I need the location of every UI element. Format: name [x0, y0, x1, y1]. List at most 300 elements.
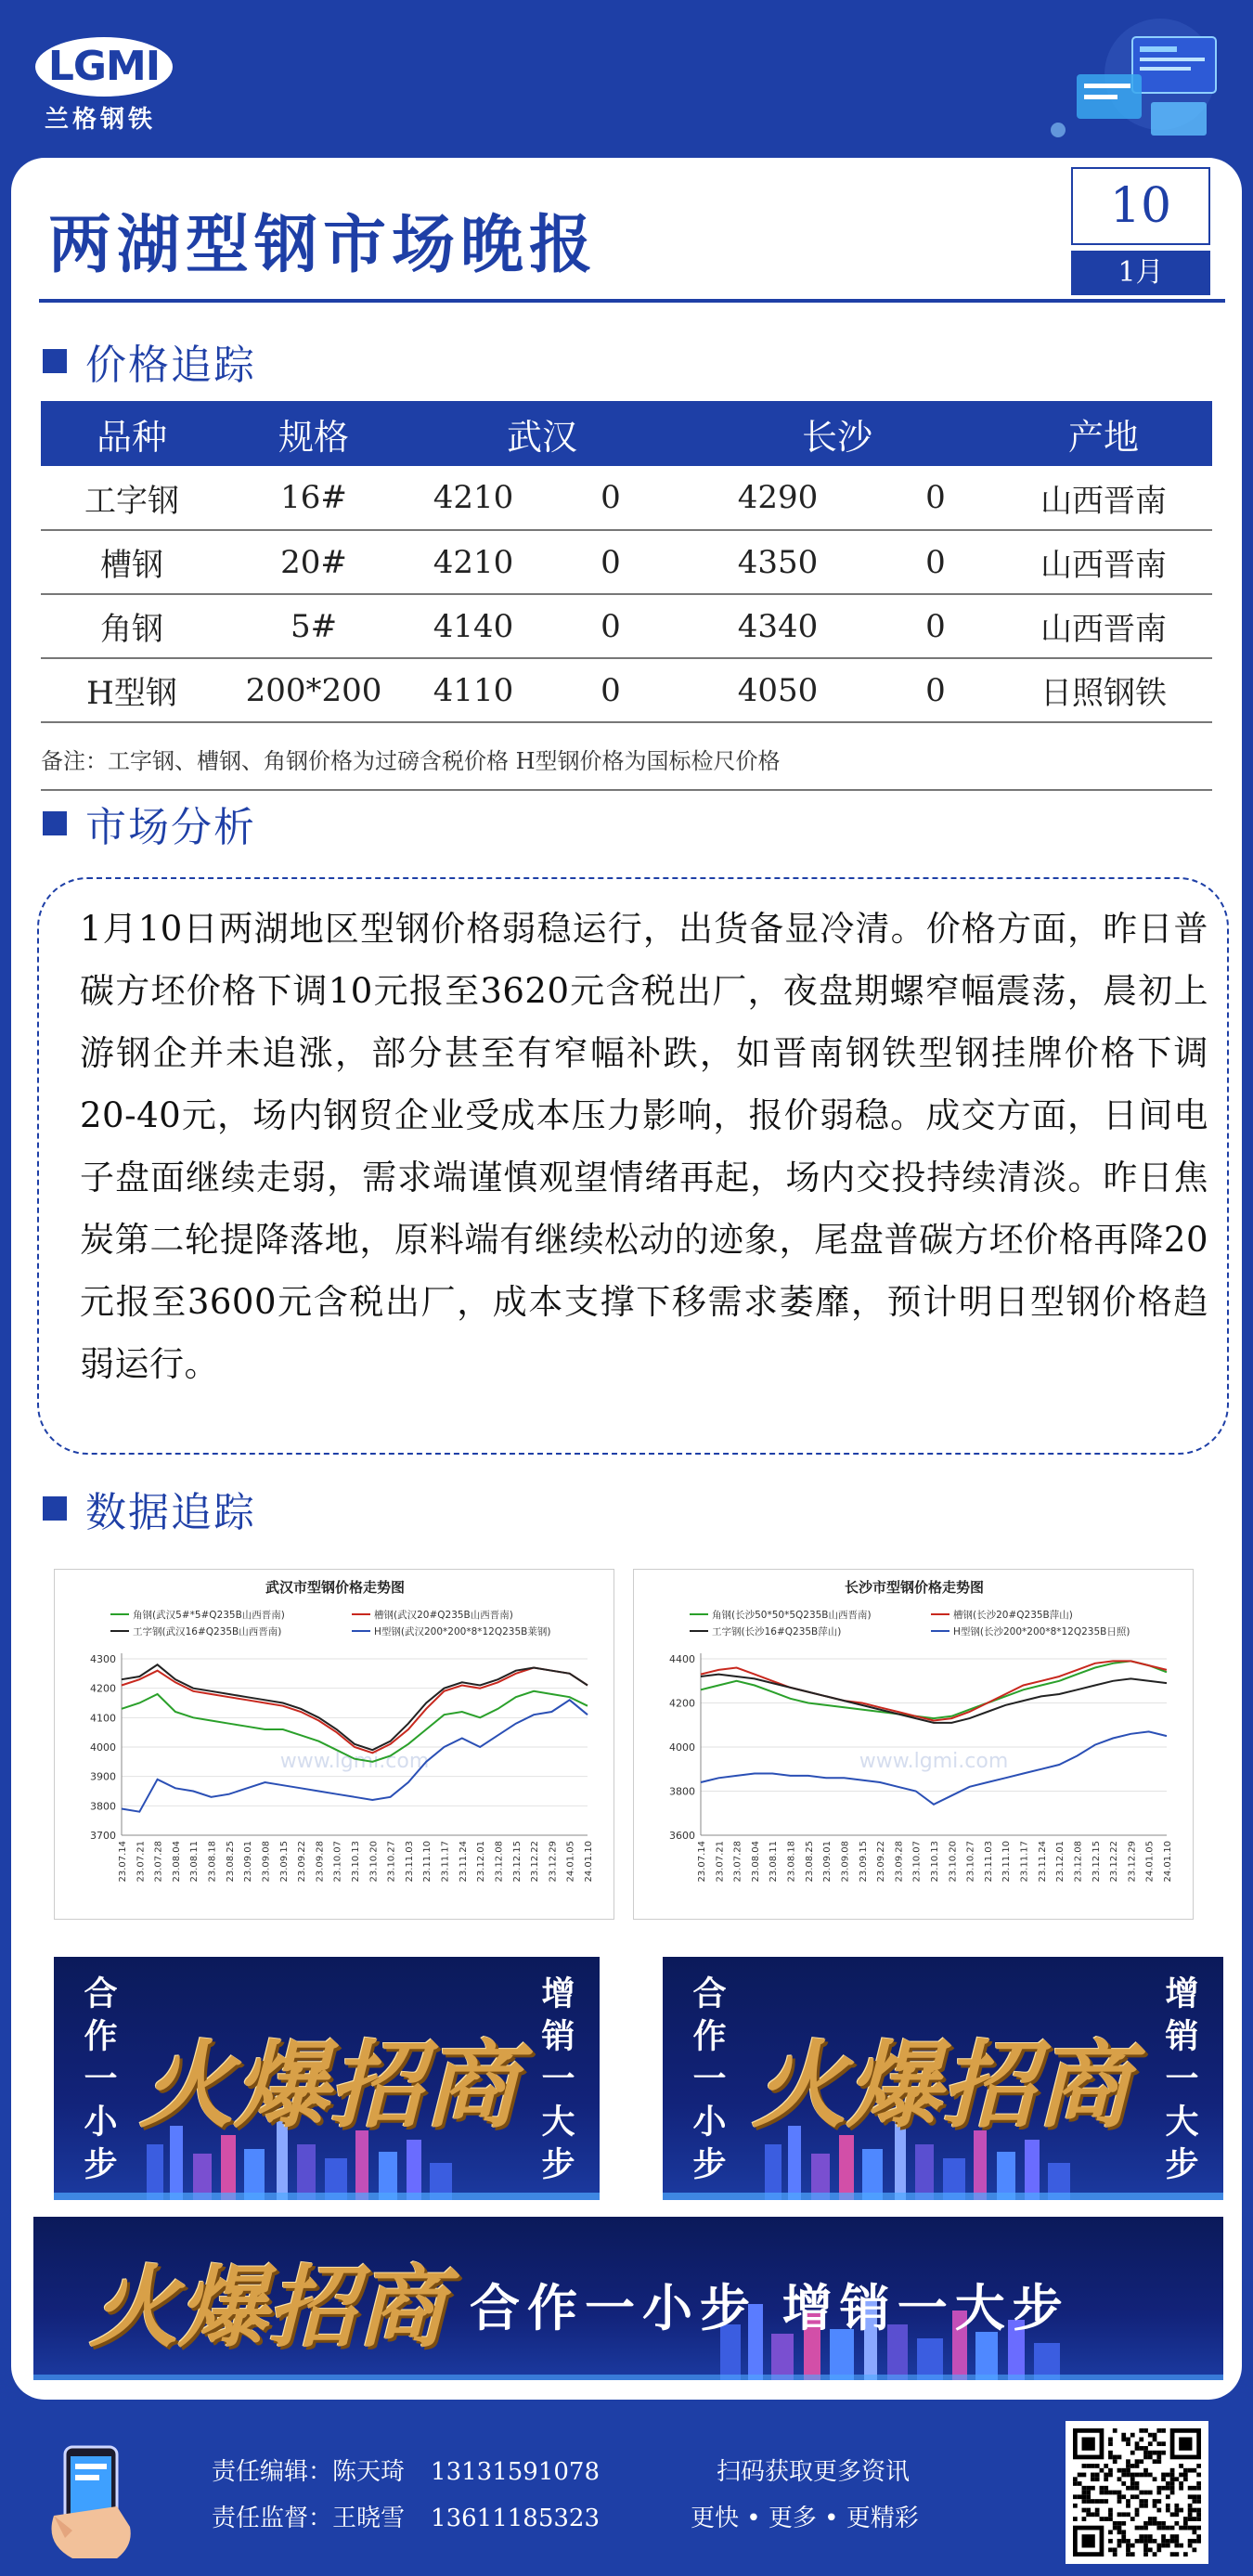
qr-module — [1113, 2455, 1117, 2460]
y-tick-label: 3600 — [669, 1830, 695, 1842]
qr-module — [1161, 2477, 1166, 2481]
cell-wuhan-price: 4210 — [405, 466, 542, 530]
x-tick-label: 23.09.15 — [858, 1841, 869, 1883]
x-tick-label: 23.10.27 — [386, 1841, 397, 1883]
qr-module — [1104, 2499, 1108, 2504]
table-row — [41, 530, 1212, 594]
tech-decoration-icon — [1021, 9, 1234, 158]
qr-module — [1143, 2544, 1148, 2548]
qr-module — [1143, 2468, 1148, 2473]
chart-watermark: www.lgmi.com — [859, 1750, 1009, 1773]
qr-module — [1139, 2491, 1143, 2495]
qr-module — [1161, 2473, 1166, 2478]
qr-module — [1091, 2477, 1095, 2481]
x-tick-label: 23.11.24 — [458, 1841, 469, 1883]
x-tick-label: 23.09.01 — [822, 1841, 833, 1883]
series-line — [122, 1668, 588, 1754]
cell-wuhan-price: 4140 — [405, 594, 542, 658]
qr-module — [1082, 2499, 1087, 2504]
qr-module — [1117, 2468, 1122, 2473]
x-tick-label: 23.11.17 — [440, 1841, 451, 1883]
qr-module — [1130, 2552, 1135, 2557]
qr-module — [1174, 2504, 1179, 2508]
legend-entry: H型钢(武汉200*200*8*12Q235B莱钢) — [374, 1626, 551, 1638]
x-tick-label: 23.10.20 — [948, 1841, 959, 1883]
qr-module — [1121, 2494, 1126, 2499]
qr-module — [1104, 2464, 1108, 2468]
analysis-section-title: 市场分析 — [85, 804, 256, 851]
square-bullet-icon — [43, 811, 67, 835]
cell-wuhan-change: 0 — [542, 466, 679, 530]
qr-module — [1183, 2517, 1188, 2521]
x-tick-label: 23.09.22 — [297, 1841, 308, 1883]
logo-text: LGMI — [47, 43, 161, 90]
qr-module — [1121, 2433, 1126, 2438]
qr-module — [1166, 2508, 1170, 2513]
qr-module — [1078, 2494, 1082, 2499]
supervisor-label: 责任监督： — [212, 2505, 333, 2532]
qr-module — [1135, 2459, 1140, 2464]
table-row — [41, 658, 1212, 722]
banner-right-side-text: 增销一大步 — [1160, 1975, 1198, 2189]
qr-module — [1108, 2508, 1113, 2513]
cell-spec: 16# — [223, 466, 405, 530]
qr-module — [1148, 2473, 1153, 2478]
analysis-box — [37, 877, 1229, 1455]
cell-origin: 山西晋南 — [995, 466, 1212, 530]
qr-module — [1130, 2517, 1135, 2521]
qr-module — [1135, 2486, 1140, 2491]
qr-module — [1153, 2451, 1157, 2455]
qr-module — [1108, 2517, 1113, 2521]
x-tick-label: 24.01.05 — [565, 1841, 576, 1883]
qr-module — [1126, 2441, 1130, 2446]
x-tick-label: 23.08.04 — [171, 1841, 182, 1883]
qr-module — [1170, 2481, 1175, 2486]
x-tick-label: 24.01.05 — [1144, 1841, 1156, 1883]
qr-module — [1148, 2517, 1153, 2521]
header-variety: 品种 — [41, 401, 223, 466]
x-tick-label: 23.12.01 — [476, 1841, 487, 1883]
qr-module — [1108, 2547, 1113, 2552]
qr-module — [1183, 2552, 1188, 2557]
qr-module — [1183, 2526, 1188, 2531]
qr-module — [1126, 2499, 1130, 2504]
qr-module — [1192, 2508, 1196, 2513]
qr-module — [1126, 2512, 1130, 2517]
qr-module — [1073, 2504, 1078, 2508]
qr-module — [1156, 2521, 1161, 2526]
qr-module — [1143, 2491, 1148, 2495]
qr-module — [1196, 2486, 1201, 2491]
lgmi-logo — [35, 28, 174, 134]
qr-module — [1113, 2547, 1117, 2552]
banner-headline: 火爆招商 — [752, 2030, 1130, 2142]
cell-spec: 5# — [223, 594, 405, 658]
editor-label: 责任编辑： — [212, 2458, 333, 2486]
qr-module — [1139, 2438, 1143, 2442]
cell-wuhan-price: 4110 — [405, 658, 542, 722]
qr-module — [1082, 2491, 1087, 2495]
qr-module — [1183, 2521, 1188, 2526]
qr-module — [1174, 2477, 1179, 2481]
qr-module — [1130, 2451, 1135, 2455]
ad-banner-right[interactable] — [663, 1957, 1223, 2200]
qr-module — [1130, 2486, 1135, 2491]
qr-module — [1113, 2428, 1117, 2433]
qr-module — [1130, 2464, 1135, 2468]
x-tick-label: 23.11.17 — [1019, 1841, 1030, 1883]
x-tick-label: 23.07.21 — [715, 1841, 726, 1883]
qr-module — [1161, 2451, 1166, 2455]
qr-module — [1143, 2526, 1148, 2531]
legend-entry: 角钢(武汉5#*5#Q235B山西晋南) — [133, 1610, 285, 1621]
qr-module — [1192, 2539, 1196, 2544]
qr-module — [1156, 2486, 1161, 2491]
x-tick-label: 23.11.24 — [1037, 1841, 1048, 1883]
qr-module — [1091, 2473, 1095, 2478]
qr-module — [1166, 2494, 1170, 2499]
qr-module — [1121, 2539, 1126, 2544]
y-tick-label: 4200 — [669, 1697, 695, 1710]
qr-module — [1086, 2491, 1091, 2495]
square-bullet-icon — [43, 349, 67, 373]
qr-module — [1117, 2491, 1122, 2495]
qr-module — [1161, 2428, 1166, 2433]
x-tick-label: 23.09.28 — [894, 1841, 905, 1883]
phone-in-hand-icon — [45, 2441, 147, 2562]
cell-changsha-price: 4350 — [679, 530, 876, 594]
qr-module — [1153, 2552, 1157, 2557]
qr-module — [1196, 2534, 1201, 2539]
footer — [0, 2404, 1253, 2576]
qr-module — [1121, 2481, 1126, 2486]
cell-wuhan-change: 0 — [542, 658, 679, 722]
y-tick-label: 4000 — [90, 1741, 116, 1754]
qr-module — [1174, 2534, 1179, 2539]
qr-module — [1091, 2464, 1095, 2468]
qr-module — [1196, 2481, 1201, 2486]
table-row — [41, 594, 1212, 658]
qr-module — [1192, 2499, 1196, 2504]
data-section-header — [43, 1483, 256, 1534]
qr-module — [1148, 2455, 1153, 2460]
qr-module — [1170, 2512, 1175, 2517]
cell-variety: 角钢 — [41, 594, 223, 658]
qr-module — [1148, 2547, 1153, 2552]
supervisor-phone: 13611185323 — [431, 2505, 600, 2532]
y-tick-label: 4400 — [669, 1653, 695, 1665]
x-tick-label: 23.10.20 — [368, 1841, 380, 1883]
y-tick-label: 4000 — [669, 1741, 695, 1754]
qr-module — [1161, 2526, 1166, 2531]
price-section-header — [43, 336, 256, 389]
x-tick-label: 23.08.25 — [804, 1841, 815, 1883]
qr-module — [1170, 2539, 1175, 2544]
qr-module — [1174, 2539, 1179, 2544]
qr-module — [1143, 2521, 1148, 2526]
qr-module — [1117, 2499, 1122, 2504]
qr-module — [1100, 2499, 1104, 2504]
qr-module — [1161, 2486, 1166, 2491]
qr-module — [1095, 2499, 1100, 2504]
qr-module — [1126, 2473, 1130, 2478]
qr-module — [1196, 2512, 1201, 2517]
x-tick-label: 23.10.07 — [332, 1841, 343, 1883]
qr-module — [1117, 2494, 1122, 2499]
qr-module — [1073, 2517, 1078, 2521]
ad-banner-wide[interactable] — [33, 2217, 1223, 2380]
banner-headline: 火爆招商 — [139, 2030, 518, 2142]
qr-module — [1170, 2473, 1175, 2478]
qr-module — [1156, 2508, 1161, 2513]
qr-module — [1166, 2544, 1170, 2548]
qr-module — [1156, 2441, 1161, 2446]
qr-module — [1095, 2464, 1100, 2468]
qr-subtitle: 更快 • 更多 • 更精彩 — [691, 2505, 919, 2532]
x-tick-label: 23.08.25 — [225, 1841, 236, 1883]
x-tick-label: 23.11.03 — [983, 1841, 994, 1883]
qr-module — [1156, 2428, 1161, 2433]
qr-module — [1073, 2481, 1078, 2486]
qr-module — [1156, 2459, 1161, 2464]
qr-module — [1174, 2552, 1179, 2557]
x-tick-label: 23.08.18 — [786, 1841, 797, 1883]
banner-left-side-text: 合作一小步 — [79, 1975, 117, 2189]
qr-module — [1135, 2441, 1140, 2446]
qr-module — [1139, 2504, 1143, 2508]
y-tick-label: 4300 — [90, 1653, 116, 1665]
qr-module — [1183, 2477, 1188, 2481]
qr-module — [1108, 2441, 1113, 2446]
qr-module — [1170, 2486, 1175, 2491]
cell-wuhan-price: 4210 — [405, 530, 542, 594]
x-tick-label: 23.12.15 — [511, 1841, 523, 1883]
qr-module — [1086, 2499, 1091, 2504]
cell-changsha-change: 0 — [876, 466, 995, 530]
qr-module — [1078, 2473, 1082, 2478]
qr-module — [1148, 2491, 1153, 2495]
qr-module — [1091, 2512, 1095, 2517]
qr-module — [1086, 2494, 1091, 2499]
banner-slogan: 合作一小步 增销一大步 — [470, 2279, 1070, 2337]
qr-module — [1117, 2477, 1122, 2481]
supervisor-line — [212, 2499, 600, 2533]
x-tick-label: 23.08.11 — [769, 1841, 780, 1883]
x-tick-label: 23.12.01 — [1055, 1841, 1066, 1883]
cell-spec: 200*200 — [223, 658, 405, 722]
x-tick-label: 23.09.28 — [315, 1841, 326, 1883]
qr-code-icon — [1073, 2428, 1201, 2557]
qr-module — [1188, 2494, 1193, 2499]
qr-module — [1108, 2512, 1113, 2517]
qr-module — [1082, 2494, 1087, 2499]
qr-module — [1086, 2486, 1091, 2491]
table-row — [41, 466, 1212, 530]
qr-module — [1135, 2494, 1140, 2499]
qr-module — [1117, 2455, 1122, 2460]
qr-module — [1166, 2481, 1170, 2486]
qr-module — [1170, 2477, 1175, 2481]
qr-module — [1117, 2512, 1122, 2517]
changsha-price-chart — [634, 1570, 1195, 1921]
cell-origin: 山西晋南 — [995, 530, 1212, 594]
qr-module — [1188, 2539, 1193, 2544]
qr-module — [1139, 2534, 1143, 2539]
x-tick-label: 23.11.10 — [422, 1841, 433, 1883]
x-tick-label: 23.09.22 — [876, 1841, 887, 1883]
qr-module — [1113, 2526, 1117, 2531]
qr-module — [1082, 2517, 1087, 2521]
cell-changsha-change: 0 — [876, 594, 995, 658]
qr-module — [1126, 2539, 1130, 2544]
qr-module — [1086, 2508, 1091, 2513]
qr-module — [1104, 2491, 1108, 2495]
legend-entry: 工字钢(长沙16#Q235B萍山) — [712, 1626, 842, 1638]
qr-module — [1196, 2517, 1201, 2521]
qr-module — [1170, 2534, 1175, 2539]
qr-module — [1143, 2539, 1148, 2544]
header-wuhan: 武汉 — [405, 401, 679, 466]
qr-module — [1086, 2512, 1091, 2517]
qr-module — [1091, 2486, 1095, 2491]
y-tick-label: 3700 — [90, 1830, 116, 1842]
header-spec: 规格 — [223, 401, 405, 466]
qr-module — [1166, 2504, 1170, 2508]
qr-module — [1143, 2534, 1148, 2539]
qr-module — [1117, 2526, 1122, 2531]
qr-module — [1135, 2526, 1140, 2531]
cell-changsha-price: 4050 — [679, 658, 876, 722]
qr-module — [1188, 2544, 1193, 2548]
qr-module — [1121, 2534, 1126, 2539]
qr-module — [1156, 2455, 1161, 2460]
qr-module — [1139, 2526, 1143, 2531]
legend-entry: H型钢(长沙200*200*8*12Q235B日照) — [953, 1626, 1130, 1638]
x-tick-label: 23.07.14 — [118, 1841, 128, 1883]
data-section-title: 数据追踪 — [85, 1489, 256, 1536]
qr-module — [1183, 2468, 1188, 2473]
qr-module — [1100, 2517, 1104, 2521]
y-tick-label: 4200 — [90, 1682, 116, 1695]
x-tick-label: 23.09.01 — [243, 1841, 254, 1883]
qr-module — [1156, 2526, 1161, 2531]
header-origin: 产地 — [995, 401, 1212, 466]
qr-module — [1188, 2517, 1193, 2521]
qr-module — [1148, 2433, 1153, 2438]
qr-module — [1126, 2486, 1130, 2491]
qr-module — [1192, 2530, 1196, 2534]
qr-module — [1113, 2521, 1117, 2526]
qr-module — [1073, 2477, 1078, 2481]
cell-origin: 日照钢铁 — [995, 658, 1212, 722]
x-tick-label: 23.12.15 — [1091, 1841, 1102, 1883]
series-line — [701, 1675, 1167, 1723]
cell-wuhan-change: 0 — [542, 530, 679, 594]
qr-finder-core — [1082, 2534, 1095, 2547]
banner-right-side-text: 增销一大步 — [536, 1975, 575, 2189]
report-sheet — [11, 158, 1242, 2400]
x-tick-label: 23.10.13 — [351, 1841, 361, 1883]
qr-module — [1166, 2526, 1170, 2531]
qr-module — [1156, 2544, 1161, 2548]
editor-phone: 13131591078 — [431, 2458, 600, 2486]
y-tick-label: 3800 — [669, 1785, 695, 1798]
qr-module — [1143, 2547, 1148, 2552]
qr-module — [1135, 2464, 1140, 2468]
legend-entry: 角钢(长沙50*50*5Q235B山西晋南) — [712, 1610, 872, 1621]
qr-module — [1113, 2491, 1117, 2495]
qr-module — [1148, 2441, 1153, 2446]
y-tick-label: 4100 — [90, 1712, 116, 1725]
qr-module — [1104, 2477, 1108, 2481]
qr-module — [1135, 2481, 1140, 2486]
qr-module — [1166, 2486, 1170, 2491]
qr-module — [1135, 2512, 1140, 2517]
qr-module — [1196, 2499, 1201, 2504]
qr-module — [1174, 2512, 1179, 2517]
qr-module — [1108, 2455, 1113, 2460]
qr-module — [1121, 2512, 1126, 2517]
qr-module — [1188, 2526, 1193, 2531]
qr-module — [1188, 2508, 1193, 2513]
x-tick-label: 23.12.29 — [548, 1841, 559, 1883]
qr-module — [1100, 2468, 1104, 2473]
qr-module — [1130, 2494, 1135, 2499]
qr-module — [1130, 2473, 1135, 2478]
qr-module — [1082, 2473, 1087, 2478]
qr-module — [1183, 2473, 1188, 2478]
x-tick-label: 24.01.10 — [584, 1841, 594, 1883]
qr-module — [1179, 2486, 1183, 2491]
legend-entry: 槽钢(长沙20#Q235B萍山) — [953, 1610, 1073, 1621]
x-tick-label: 23.11.10 — [1001, 1841, 1013, 1883]
editor-line — [212, 2453, 600, 2487]
qr-module — [1135, 2446, 1140, 2451]
x-tick-label: 23.07.21 — [136, 1841, 147, 1883]
qr-module — [1161, 2539, 1166, 2544]
qr-module — [1126, 2459, 1130, 2464]
qr-module — [1095, 2512, 1100, 2517]
qr-module — [1153, 2504, 1157, 2508]
qr-module — [1179, 2508, 1183, 2513]
qr-module — [1108, 2438, 1113, 2442]
series-line — [122, 1664, 588, 1750]
qr-module — [1082, 2508, 1087, 2513]
qr-module — [1130, 2481, 1135, 2486]
price-table — [41, 401, 1212, 723]
x-tick-label: 23.09.08 — [840, 1841, 851, 1883]
qr-module — [1143, 2552, 1148, 2557]
qr-module — [1121, 2521, 1126, 2526]
qr-code[interactable] — [1066, 2421, 1208, 2564]
qr-module — [1153, 2477, 1157, 2481]
qr-module — [1179, 2544, 1183, 2548]
qr-module — [1174, 2544, 1179, 2548]
qr-module — [1126, 2552, 1130, 2557]
ad-banner-left[interactable] — [54, 1957, 600, 2200]
x-tick-label: 23.11.03 — [404, 1841, 415, 1883]
qr-module — [1073, 2494, 1078, 2499]
qr-module — [1192, 2547, 1196, 2552]
qr-module — [1153, 2438, 1157, 2442]
qr-module — [1188, 2468, 1193, 2473]
cell-spec: 20# — [223, 530, 405, 594]
qr-module — [1143, 2455, 1148, 2460]
x-tick-label: 23.10.27 — [965, 1841, 976, 1883]
qr-module — [1117, 2539, 1122, 2544]
qr-module — [1095, 2508, 1100, 2513]
